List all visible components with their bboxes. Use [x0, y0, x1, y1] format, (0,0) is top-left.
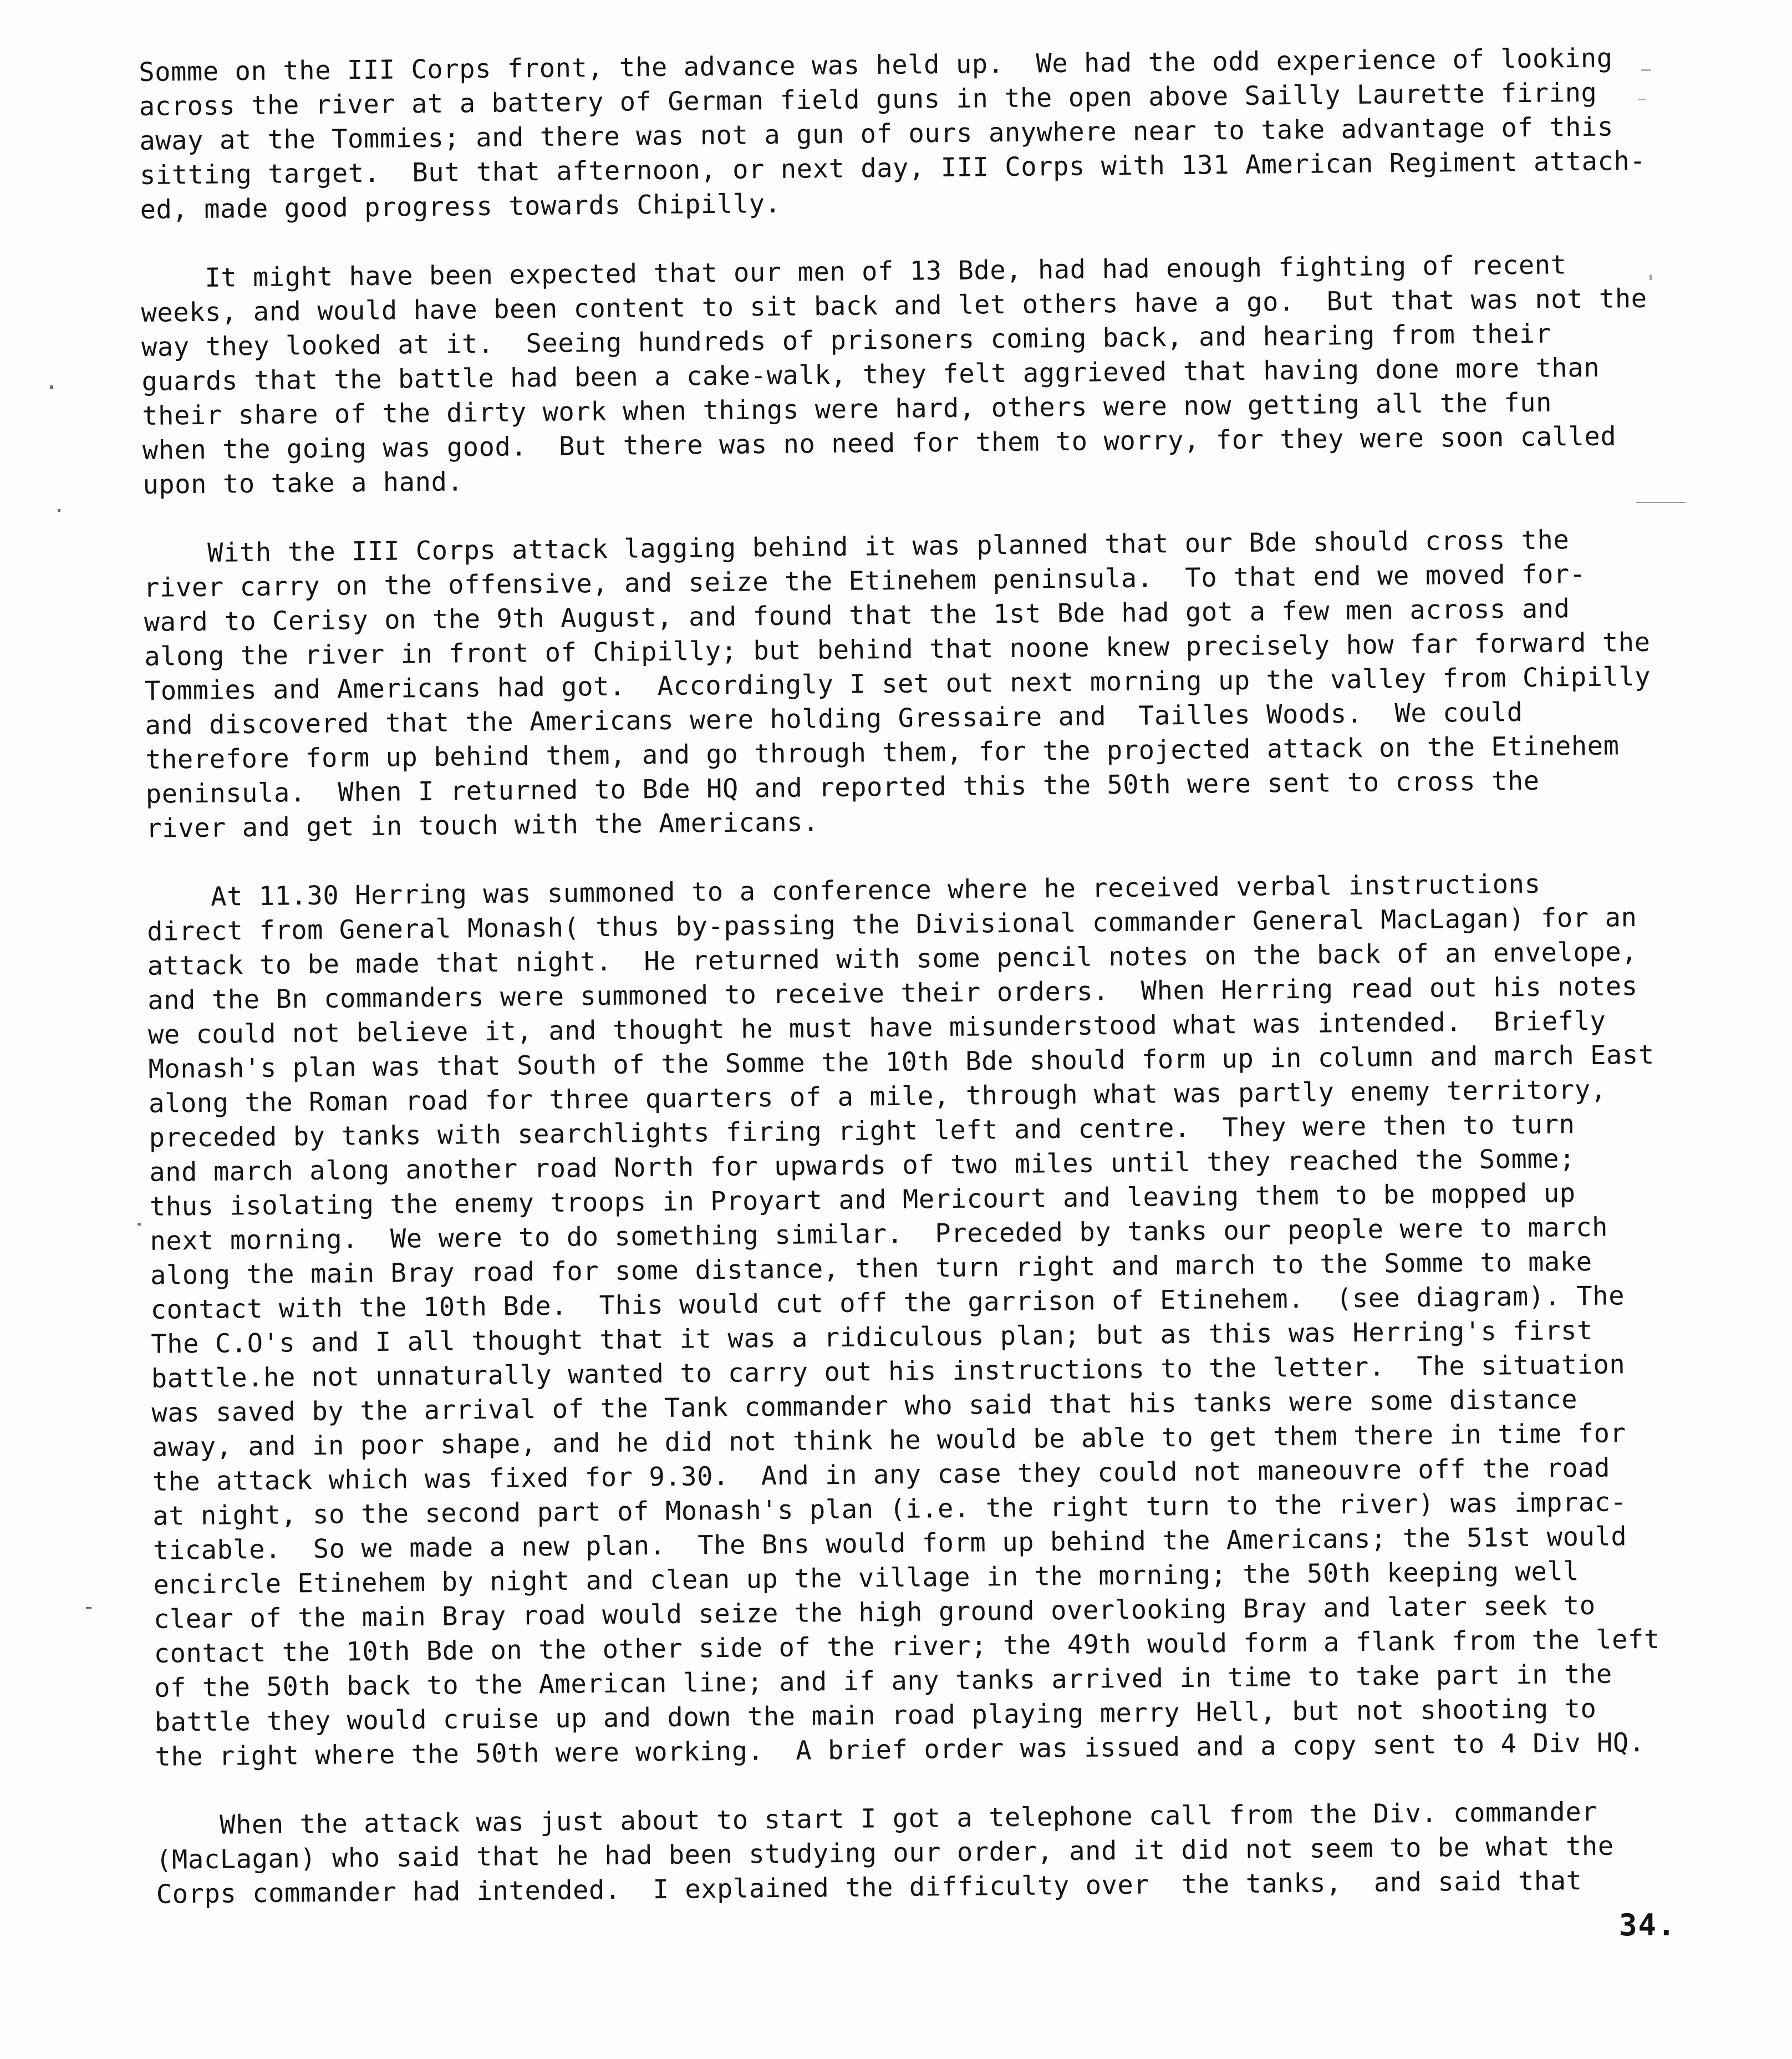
text-line: encircle Etinehem by night and clean up the village in the morning; the 50th keeping well — [153, 1556, 1580, 1600]
text-line: battle.he not unnaturally wanted to carry out his instructions to the letter. The situation — [151, 1349, 1626, 1394]
text-line: ticable. So we made a new plan. The Bns would form up behind the Americans; the 51st would — [152, 1521, 1627, 1566]
text-line: preceded by tanks with searchlights firing right left and centre. They were then to turn — [149, 1109, 1575, 1153]
text-line: battle they would cruise up and down the main road playing merry Hell, but not shooting to — [154, 1693, 1597, 1738]
text-line: at night, so the second part of Monash's plan (i.e. the right turn to the river) was imprac- — [152, 1487, 1627, 1532]
text-line: and march along another road North for upwards of two miles until they reached the Somme; — [149, 1143, 1576, 1188]
text-line: peninsula. When I returned to Bde HQ and reported this the 50th were sent to cross the — [145, 765, 1540, 810]
text-line: upon to take a hand. — [142, 466, 464, 500]
page-number: 34. — [1619, 1908, 1677, 1943]
scan-speck — [1641, 69, 1651, 71]
scan-speck — [1638, 99, 1646, 100]
text-line: of the 50th back to the American line; and if any tanks arrived in time to take part in the — [154, 1659, 1612, 1704]
text-line: The C.O's and I all thought that it was a ridiculous plan; but as this was Herring's first — [151, 1315, 1594, 1360]
text-line: It might have been expected that our men of 13 Bde, had had enough fighting of recent — [140, 250, 1567, 294]
scan-speck — [138, 1223, 141, 1226]
text-line: away at the Tommies; and there was not a gun of ours anywhere near to take advantage of this — [139, 111, 1614, 156]
text-line: the attack which was fixed for 9.30. And in any case they could not maneouvre off the road — [152, 1452, 1611, 1497]
scan-speck — [50, 385, 53, 389]
text-line: sitting target. But that afternoon, or next day, III Corps with 131 American Regiment attach- — [139, 145, 1646, 191]
text-line: away, and in poor shape, and he did not think he would be able to get them there in time for — [151, 1418, 1626, 1463]
scan-speck — [86, 1607, 91, 1609]
paragraph — [146, 866, 1696, 1775]
text-line: thus isolating the enemy troops in Proyart and Mericourt and leaving them to be mopped up — [149, 1178, 1576, 1222]
scan-speck — [58, 509, 60, 512]
text-line: direct from General Monash( thus by-passing the Divisional commander General MacLagan) for an — [146, 902, 1637, 947]
text-line: along the main Bray road for some distance, then turn right and march to the Somme to make — [150, 1246, 1592, 1291]
text-line: was saved by the arrival of the Tank commander who said that his tanks were some distance — [151, 1384, 1578, 1428]
scan-speck — [1636, 502, 1686, 503]
text-line: contact with the 10th Bde. This would cut off the garrison of Etinehem. (see diagram). The — [150, 1280, 1625, 1325]
paragraph — [141, 247, 1684, 502]
text-line: ed, made good progress towards Chipilly. — [140, 188, 781, 225]
paragraph — [139, 40, 1682, 227]
text-line: way they looked at it. Seeing hundreds of prisoners coming back, and hearing from their — [141, 318, 1552, 363]
text-line: and the Bn commanders were summoned to receive their orders. When Herring read out his notes — [147, 971, 1638, 1016]
text-line: along the Roman road for three quarters of a mile, through what was partly enemy territory, — [148, 1074, 1607, 1119]
text-line: river and get in touch with the Americans. — [146, 807, 819, 844]
text-line: we could not believe it, and thought he must have misunderstood what was intended. Briefly — [147, 1005, 1606, 1050]
text-line: With the III Corps attack lagging behind it was planned that our Bde should cross the — [143, 525, 1570, 569]
scan-speck — [1650, 274, 1652, 280]
text-line: contact the 10th Bde on the other side of the river; the 49th would form a flank from the left — [154, 1624, 1661, 1669]
text-line: river carry on the offensive, and seize the Etinehem peninsula. To that end we moved for- — [143, 558, 1586, 603]
text-line: their share of the dirty work when things were hard, others were now getting all the fun — [141, 387, 1552, 431]
text-line: when the going was good. But there was no need for them to worry, for they were soon called — [142, 421, 1617, 466]
text-line: guards that the battle had been a cake-walk, they felt aggrieved that having done more than — [141, 352, 1600, 397]
text-line: therefore form up behind them, and go through them, for the projected attack on the Etinehem — [145, 730, 1620, 775]
paragraph — [155, 1794, 1698, 1912]
text-line: next morning. We were to do something similar. Preceded by tanks our people were to march — [150, 1212, 1608, 1257]
text-line: ward to Cerisy on the 9th August, and found that the 1st Bde had got a few men across and — [144, 593, 1570, 638]
text-line: Corps commander had intended. I explained the difficulty over the tanks, and said that — [156, 1865, 1582, 1910]
text-line: Monash's plan was that South of the Somme the 10th Bde should form up in column and march East — [148, 1039, 1654, 1085]
text-line: weeks, and would have been content to sit back and let others have a go. But that was not the — [141, 283, 1647, 328]
text-line: and discovered that the Americans were holding Gressaire and Tailles Woods. We could — [145, 697, 1523, 741]
text-line: Somme on the III Corps front, the advance was held up. We had the odd experience of looking — [139, 43, 1613, 88]
text-line: When the attack was just about to start I got a telephone call from the Div. commander — [155, 1796, 1598, 1841]
text-line: (MacLagan) who said that he had been studying our order, and it did not seem to be what the — [155, 1831, 1614, 1875]
paragraph — [143, 522, 1687, 846]
text-line: clear of the main Bray road would seize the high ground overlooking Bray and later seek to — [153, 1590, 1596, 1635]
text-line: Tommies and Americans had got. Accordingly I set out next morning up the valley from Chipilly — [144, 661, 1651, 706]
text-line: At 11.30 Herring was summoned to a conference where he received verbal instructions — [146, 868, 1541, 913]
text-line: attack to be made that night. He returned with some pencil notes on the back of an envelope, — [147, 937, 1638, 982]
text-line: across the river at a battery of German field guns in the open above Sailly Laurette firing — [139, 77, 1597, 122]
text-line: the right where the 50th were working. A brief order was issued and a copy sent to 4 Div HQ. — [155, 1727, 1645, 1772]
text-line: along the river in front of Chipilly; but behind that noone knew precisely how far forward the — [144, 627, 1651, 672]
page-body-text — [139, 40, 1698, 1912]
